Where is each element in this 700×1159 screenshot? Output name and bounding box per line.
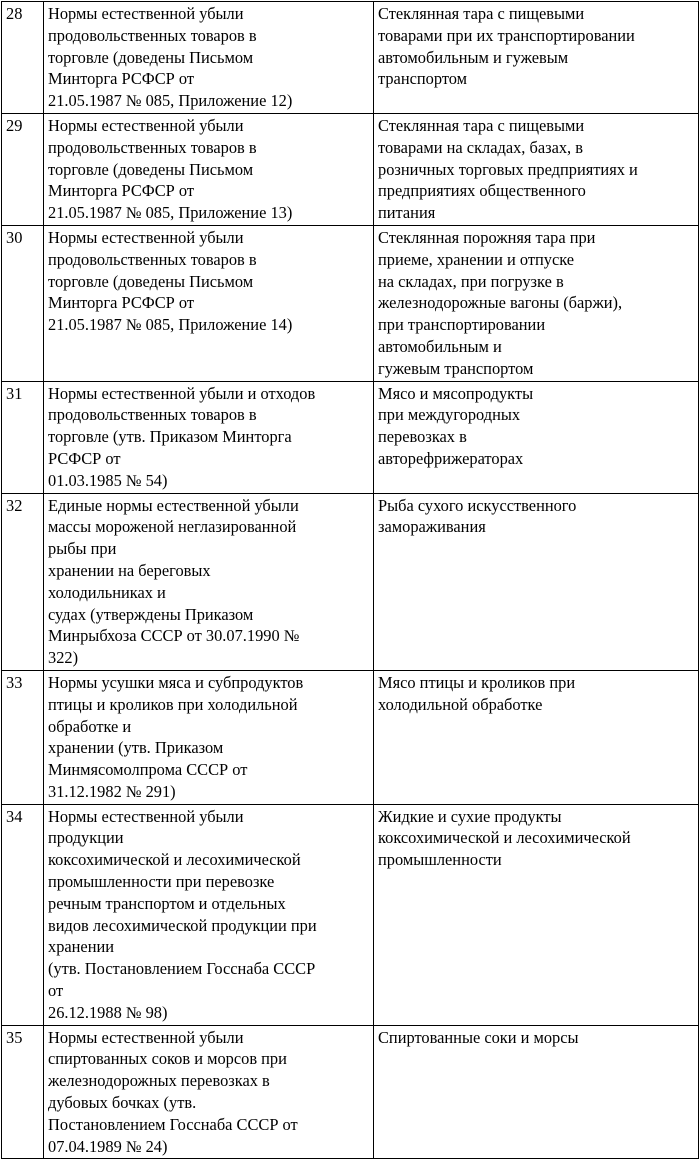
regulation-document-line: торговле (доведены Письмом: [48, 159, 254, 179]
regulation-document-line: 21.05.1987 № 085, Приложение 12): [48, 91, 293, 111]
goods-description-line: холодильной обработке: [378, 694, 543, 714]
row-number: 33: [6, 672, 23, 692]
goods-description-cell: [374, 2, 699, 114]
regulation-document-line: 26.12.1988 № 98): [48, 1002, 168, 1022]
goods-description-line: Стеклянная тара с пищевыми: [378, 4, 585, 23]
regulation-document-cell: [44, 493, 374, 670]
goods-description-line: Спиртованные соки и морсы: [378, 1027, 579, 1047]
regulation-document-line: Минторга РСФСР от: [48, 69, 195, 89]
table-row: [2, 2, 699, 114]
regulation-document-line: торговле (утв. Приказом Минторга: [48, 427, 292, 447]
regulation-document-line: хранении на береговых: [48, 560, 211, 580]
regulation-document-line: торговле (доведены Письмом: [48, 47, 254, 67]
regulation-document-line: железнодорожных перевозках в: [48, 1071, 270, 1091]
goods-description-line: промышленности: [378, 850, 502, 870]
regulation-document-line: Нормы естественной убыли: [48, 1027, 244, 1047]
norms-table: [1, 1, 699, 1159]
goods-description-line: предприятиях общественного: [378, 181, 586, 201]
row-number-cell: [2, 1025, 44, 1159]
goods-description-line: Рыба сухого искусственного: [378, 495, 577, 515]
table-row: [2, 113, 699, 225]
regulation-document-cell: [44, 225, 374, 381]
row-number-cell: [2, 113, 44, 225]
regulation-document-line: судах (утверждены Приказом: [48, 604, 254, 624]
goods-description-line: перевозках в: [378, 427, 467, 447]
goods-description-line: Мясо и мясопродукты: [378, 383, 534, 403]
regulation-document-line: рыбы при: [48, 539, 117, 559]
regulation-document-line: 07.04.1989 № 24): [48, 1136, 168, 1156]
regulation-document-line: продукции: [48, 828, 124, 848]
regulation-document-cell: [44, 1025, 374, 1159]
goods-description-line: Стеклянная порожняя тара при: [378, 227, 596, 247]
goods-description-cell: [374, 493, 699, 670]
regulation-document-line: продовольственных товаров в: [48, 249, 257, 269]
goods-description-line: питания: [378, 203, 436, 223]
regulation-document-line: речным транспортом и отдельных: [48, 893, 286, 913]
regulation-document-line: Минторга РСФСР от: [48, 181, 195, 201]
regulation-document-line: продовольственных товаров в: [48, 137, 257, 157]
row-number: 32: [6, 495, 23, 515]
row-number-cell: [2, 670, 44, 804]
regulation-document-cell: [44, 804, 374, 1025]
regulation-document-line: (утв. Постановлением Госснаба СССР: [48, 959, 316, 979]
row-number-cell: [2, 225, 44, 381]
row-number: 31: [6, 383, 23, 403]
regulation-document-cell: [44, 670, 374, 804]
regulation-document-line: Минторга РСФСР от: [48, 293, 195, 313]
regulation-document-line: от: [48, 981, 64, 1001]
row-number-cell: [2, 381, 44, 493]
regulation-document-line: массы мороженой неглазированной: [48, 517, 297, 537]
regulation-document-line: торговле (доведены Письмом: [48, 271, 254, 291]
goods-description-line: приеме, хранении и отпуске: [378, 249, 575, 269]
row-number: 30: [6, 227, 23, 247]
goods-description-line: транспортом: [378, 69, 468, 89]
regulation-document-cell: [44, 2, 374, 114]
regulation-document-line: промышленности при перевозке: [48, 872, 275, 892]
regulation-document-line: Нормы естественной убыли: [48, 4, 244, 23]
regulation-document-line: коксохимической и лесохимической: [48, 850, 301, 870]
regulation-document-line: 01.03.1985 № 54): [48, 470, 168, 490]
goods-description-line: Стеклянная тара с пищевыми: [378, 115, 585, 135]
table-row: [2, 225, 699, 381]
table-row: [2, 493, 699, 670]
regulation-document-line: Минрыбхоза СССР от 30.07.1990 №: [48, 626, 300, 646]
goods-description-cell: [374, 381, 699, 493]
regulation-document-line: Нормы естественной убыли: [48, 227, 244, 247]
goods-description-line: розничных торговых предприятиях и: [378, 159, 638, 179]
regulation-document-line: спиртованных соков и морсов при: [48, 1049, 287, 1069]
table-row: [2, 381, 699, 493]
regulation-document-line: РСФСР от: [48, 448, 121, 468]
goods-description-line: при междугородных: [378, 405, 521, 425]
row-number: 35: [6, 1027, 23, 1047]
goods-description-line: Мясо птицы и кроликов при: [378, 672, 576, 692]
regulation-document-line: птицы и кроликов при холодильной: [48, 694, 298, 714]
table-row: [2, 1025, 699, 1159]
goods-description-cell: [374, 670, 699, 804]
regulation-document-line: Нормы естественной убыли и отходов: [48, 383, 316, 403]
table-body: [2, 2, 699, 1159]
goods-description-cell: [374, 225, 699, 381]
regulation-document-line: Постановлением Госснаба СССР от: [48, 1114, 298, 1134]
goods-description-line: автомобильным и: [378, 336, 502, 356]
regulation-document-line: продовольственных товаров в: [48, 25, 257, 45]
regulation-document-line: обработке и: [48, 716, 132, 736]
goods-description-line: товарами на складах, базах, в: [378, 137, 583, 157]
goods-description-line: товарами при их транспортировании: [378, 25, 635, 45]
goods-description-cell: [374, 1025, 699, 1159]
regulation-document-cell: [44, 381, 374, 493]
goods-description-line: при транспортировании: [378, 315, 546, 335]
regulation-document-line: хранении (утв. Приказом: [48, 738, 224, 758]
regulation-document-line: дубовых бочках (утв.: [48, 1093, 197, 1113]
goods-description-line: гужевым транспортом: [378, 358, 534, 378]
regulation-document-line: 21.05.1987 № 085, Приложение 13): [48, 203, 293, 223]
row-number-cell: [2, 493, 44, 670]
regulation-document-line: Нормы естественной убыли: [48, 806, 244, 826]
row-number: 29: [6, 115, 23, 135]
regulation-document-line: продовольственных товаров в: [48, 405, 257, 425]
regulation-document-line: Единые нормы естественной убыли: [48, 495, 299, 515]
regulation-document-line: Нормы естественной убыли: [48, 115, 244, 135]
regulation-document-line: холодильниках и: [48, 582, 166, 602]
regulation-document-line: хранении: [48, 937, 115, 957]
goods-description-line: автомобильным и гужевым: [378, 47, 569, 67]
regulation-document-cell: [44, 113, 374, 225]
goods-description-line: железнодорожные вагоны (баржи),: [378, 293, 623, 313]
row-number-cell: [2, 2, 44, 114]
regulation-document-line: Нормы усушки мяса и субпродуктов: [48, 672, 304, 692]
goods-description-cell: [374, 804, 699, 1025]
goods-description-line: Жидкие и сухие продукты: [378, 806, 562, 826]
regulation-document-line: 31.12.1982 № 291): [48, 781, 176, 801]
table-row: [2, 670, 699, 804]
table-row: [2, 804, 699, 1025]
row-number: 28: [6, 4, 23, 23]
goods-description-cell: [374, 113, 699, 225]
row-number-cell: [2, 804, 44, 1025]
goods-description-line: коксохимической и лесохимической: [378, 828, 631, 848]
goods-description-line: на складах, при погрузке в: [378, 271, 564, 291]
goods-description-line: замораживания: [378, 517, 486, 537]
row-number: 34: [6, 806, 23, 826]
regulation-document-line: Минмясомолпрома СССР от: [48, 760, 248, 780]
goods-description-line: авторефрижераторах: [378, 448, 524, 468]
regulation-document-line: видов лесохимической продукции при: [48, 915, 317, 935]
regulation-document-line: 322): [48, 648, 79, 668]
regulation-document-line: 21.05.1987 № 085, Приложение 14): [48, 315, 293, 335]
